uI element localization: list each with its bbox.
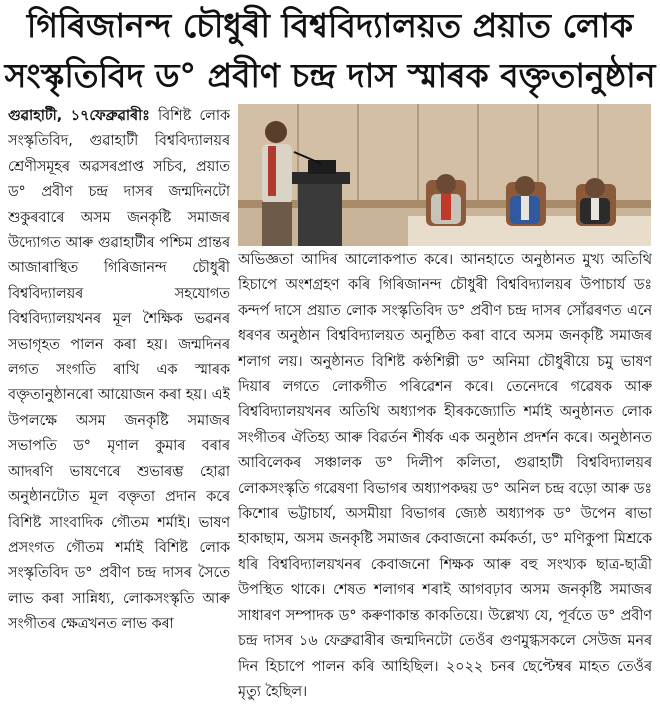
article-column-right [238,248,652,718]
article-lead-paragraph [8,104,230,638]
headline-line-1: গিৰিজানন্দ চৌধুৰী বিশ্ববিদ্যালয়ত প্ৰয়াত লোক [26,6,634,45]
event-photo [238,104,651,246]
headline-line-2: সংস্কৃতিবিদ ড° প্ৰবীণ চন্দ্ৰ দাস স্মাৰক বক্তৃতানুষ্ঠান [4,56,656,95]
article-left-text: বিশিষ্ট লোক সংস্কৃতিবিদ, গুৱাহাটী বিশ্ববিদ্যালয়ৰ শ্ৰেণীসমূহৰ অৱসৰপ্ৰাপ্ত সচিব, প্ৰয়াত ড° প্ৰবীণ চন্দ্ৰ দাসৰ জন্মদিনটো শুকুৰবাৰে অসম জনকৃষ্টি সমাজৰ উদ্যোগত আৰু গুৱাহাটীৰ পশ্চিম প্ৰান্তৰ আজাৰাস্থিত গিৰিজানন্দ চৌধুৰী বিশ্ববিদ্যালয়ৰ সহযোগত বিশ্ববিদ্যালয়খনৰ মূল শৈক্ষিক ভৱনৰ সভাগৃহত পালন কৰা হয়। জন্মদিনৰ লগত সংগতি ৰাখি এক স্মাৰক বক্তৃতানুষ্ঠানৰো আয়োজন কৰা হয়। এই উপলক্ষে অসম জনকৃষ্টি সমাজৰ সভাপতি ড° মৃণাল কুমাৰ বৰাৰ আদৰণি ভাষণেৰে শুভাৰম্ভ হোৱা অনুষ্ঠানটোত মূল বক্তৃতা প্ৰদান কৰে বিশিষ্ট সাংবাদিক গৌতম শৰ্মাই। ভাষণ প্ৰসংগত গৌতম শৰ্মাই বিশিষ্ট লোক সংস্কৃতিবিদ ড° প্ৰবীণ চন্দ্ৰ দাসৰ সৈতে লাভ কৰা সান্নিধ্য, লোকসংস্কৃতি আৰু সংগীতৰ ক্ষেত্ৰখনত লাভ কৰা [8,108,230,633]
article-column-left [8,104,230,716]
article-right-text: অভিজ্ঞতা আদিৰ আলোকপাত কৰে। আনহাতে অনুষ্ঠানত মুখ্য অতিথি হিচাপে অংশগ্ৰহণ কৰি গিৰিজানন্দ চৌধুৰী বিশ্ববিদ্যালয়ৰ উপাচাৰ্য ডঃ কন্দৰ্প দাসে প্ৰয়াত লোক সংস্কৃতিবিদ ড° প্ৰবীণ চন্দ্ৰ দাসৰ সোঁৱৰণত এনে ধৰণৰ অনুষ্ঠান বিশ্ববিদ্যালয়ত অনুষ্ঠিত কৰা বাবে অসম জনকৃষ্টি সমাজৰ শলাগ লয়। অনুষ্ঠানত বিশিষ্ট কণ্ঠশিল্পী ড° অনিমা চৌধুৰীয়ে চমু ভাষণ দিয়াৰ লগতে লোকগীত পৰিৱেশন কৰে। তেনেদৰে গৱেষক আৰু বিশ্ববিদ্যালয়খনৰ অতিথি অধ্যাপক হীৰকজ্যোতি শৰ্মাই অনুষ্ঠানত লোক সংগীতৰ ঐতিহ্য আৰু বিৱৰ্তন শীৰ্ষক এক অনুষ্ঠান প্ৰদৰ্শন কৰে। অনুষ্ঠানত আবিলেকৰ সঞ্চালক ড° দিলীপ কলিতা, গুৱাহাটী বিশ্ববিদ্যালয়ৰ লোকসংস্কৃতি গৱেষণা বিভাগৰ অধ্যাপকদ্বয় ড° অনিল চন্দ্ৰ বড়ো আৰু ডঃ কিশোৰ ভট্টাচাৰ্য, অসমীয়া বিভাগৰ জ্যেষ্ঠ অধ্যাপক ড° উপেন ৰাভা হাকাছাম, অসম জনকৃষ্টি সমাজৰ কেবাজনো কৰ্মকৰ্তা, ড° মণিকুপা মিশ্ৰকে ধৰি বিশ্ববিদ্যালয়খনৰ কেবাজনো শিক্ষক আৰু বহু সংখ্যক ছাত্ৰ-ছাত্ৰী উপস্থিত থাকে। শেষত শলাগৰ শৰাই আগবঢ়াব অসম জনকৃষ্টি সমাজৰ সাধাৰণ সম্পাদক ড° কৰুণাকান্ত কাকতিয়ে। উল্লেখ্য যে, পূৰ্বতে ড° প্ৰবীণ চন্দ্ৰ দাসৰ ১৬ ফেব্ৰুৱাৰীৰ জন্মদিনটো তেওঁৰ গুণমুগ্ধসকলে সেউজ মনৰ দিন হিচাপে পালন কৰি আহিছিল। ২০২২ চনৰ ছেপ্টেম্বৰ মাহত তেওঁৰ মৃত্যু হৈছিল। [238,252,652,700]
dateline: গুৱাহাটী, ১৭ফেব্ৰুৱাৰীঃ [8,108,150,124]
event-photo-illustration [238,104,651,246]
